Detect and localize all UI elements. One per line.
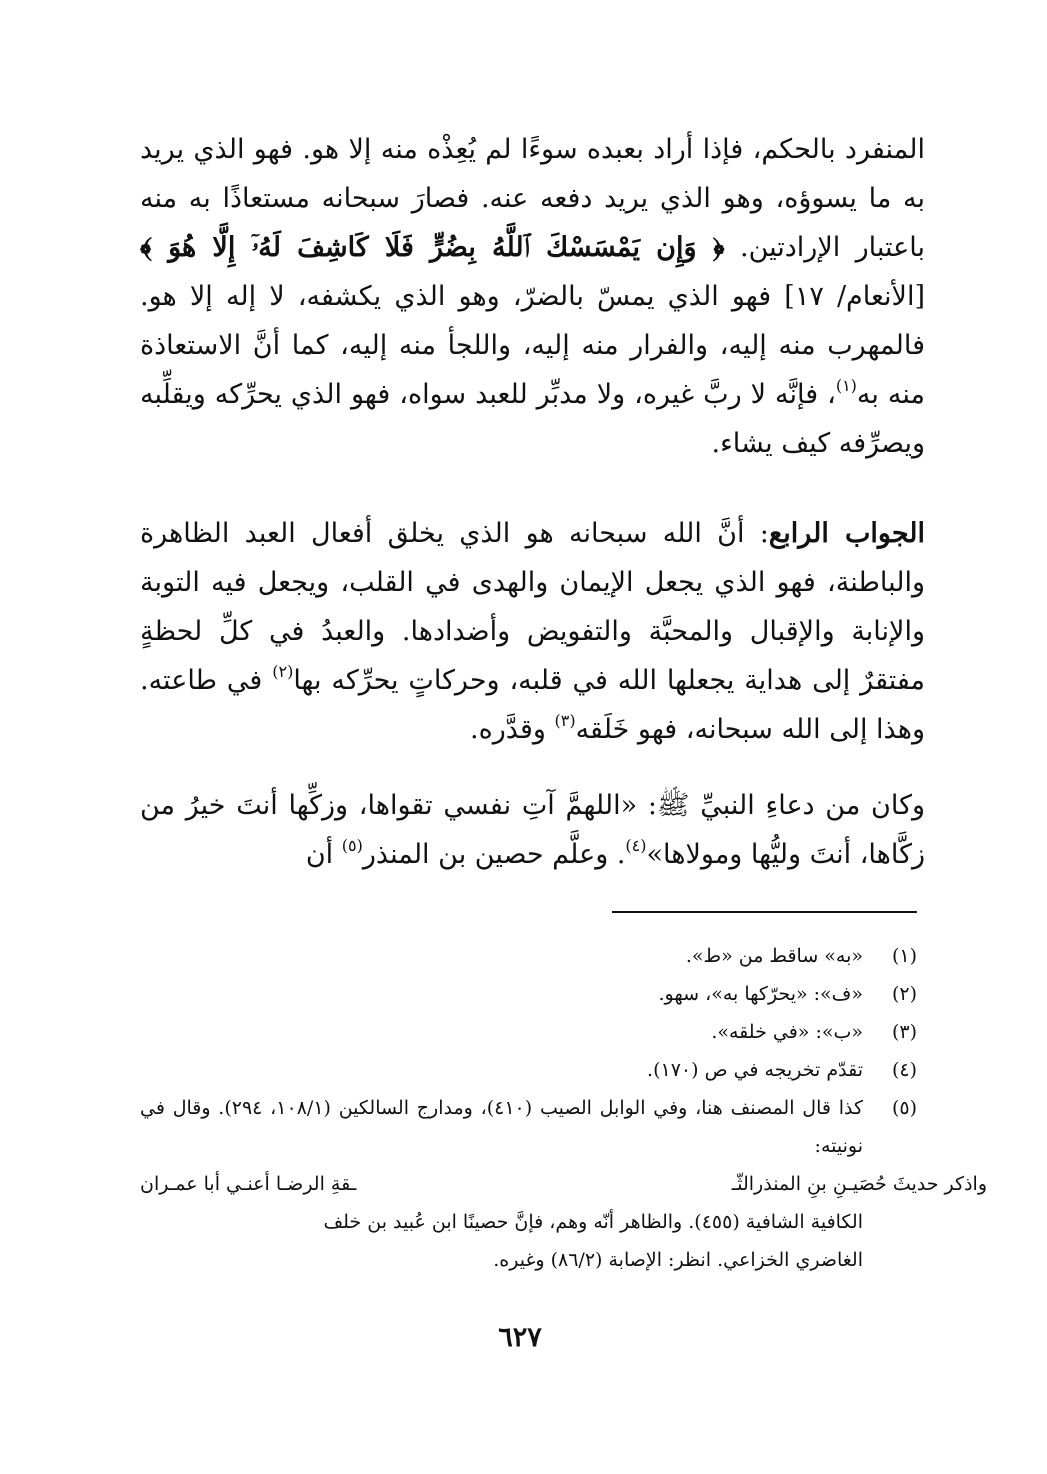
footnote-ref-3: (٣) bbox=[554, 711, 576, 730]
footnote-text: «به» ساقط من «ط». bbox=[685, 945, 863, 967]
footnote-5-continuation bbox=[140, 1241, 925, 1279]
paragraph-3-text-a: وكان من دعاءِ النبيِّ ﷺ: «اللهمَّ آتِ نفسي تقواها، وزكِّها أنتَ خيرُ من زكَّاها، أنتَ وليُّها ومولاها» bbox=[140, 790, 925, 870]
footnote-5 bbox=[140, 1089, 925, 1165]
paragraph-1-text-c: ، فإنَّه لا ربَّ غيره، ولا مدبِّر للعبد سواه، فهو الذي يحرِّكه ويقلِّبه ويصرِّفه كيف يشاء. bbox=[140, 379, 925, 459]
paragraph-1-text-b: [الأنعام/ ١٧] فهو الذي يمسّ بالضرّ، وهو الذي يكشفه، لا إله إلا هو. فالمهرب منه إليه، والفرار منه إليه، واللجأ منه إليه، كما أنَّ الاستعاذة منه به bbox=[140, 281, 925, 410]
footnote-text: كذا قال المصنف هنا، وفي الوابل الصيب (٤١٠)، ومدارج السالكين (١٠٨/١، ٢٩٤). وقال في نونيته: bbox=[140, 1097, 864, 1157]
poem-verse bbox=[140, 1165, 987, 1203]
footnote-ref-4: (٤) bbox=[625, 836, 647, 855]
footnote-ref-2: (٢) bbox=[272, 662, 294, 681]
footnote-number: (٢) bbox=[891, 983, 917, 1005]
footnote-text: تقدّم تخريجه في ص (١٧٠). bbox=[647, 1059, 863, 1081]
poem-second-hemistich: ـقةِ الرضـا أعنـي أبا عمـران bbox=[140, 1173, 357, 1195]
footnote-text: الكافية الشافية (٤٥٥). والظاهر أنّه وهم، فإنَّ حصينًا ابن عُبيد بن خلف bbox=[323, 1211, 863, 1233]
paragraph-1 bbox=[140, 125, 925, 468]
poem-first-hemistich: واذكر حديثَ حُصَيـنِ بنِ المنذرالثّـ bbox=[731, 1173, 987, 1195]
page-number: ٦٢٧ bbox=[498, 1322, 542, 1353]
footnote-separator bbox=[612, 911, 917, 913]
footnote-number: (٥) bbox=[891, 1097, 917, 1119]
quran-verse: ﴿ وَإِن يَمْسَسْكَ ٱللَّهُ بِضُرٍّ فَلَا كَاشِفَ لَهُۥٓ إِلَّا هُوَ ﴾ bbox=[140, 232, 725, 263]
footnote-5-continuation bbox=[140, 1203, 925, 1241]
footnote-1 bbox=[140, 937, 925, 975]
footnote-2 bbox=[140, 975, 925, 1013]
footnote-ref-1: (١) bbox=[835, 376, 857, 395]
footnote-number: (٤) bbox=[891, 1059, 917, 1081]
footnote-number: (٣) bbox=[891, 1021, 917, 1043]
footnotes bbox=[140, 937, 987, 1279]
footnote-ref-5: (٥) bbox=[341, 836, 363, 855]
footnote-text: «ب»: «في خلقه». bbox=[711, 1021, 863, 1043]
paragraph-2 bbox=[140, 509, 925, 754]
paragraph-3 bbox=[140, 781, 925, 879]
footnote-text: الغاضري الخزاعي. انظر: الإصابة (٨٦/٢) وغيره. bbox=[493, 1249, 863, 1271]
paragraph-2-text-b: في طاعته. وهذا إلى الله سبحانه، فهو خَلَقه bbox=[140, 665, 925, 745]
paragraph-3-text-b: . وعلَّم حصين بن المنذر bbox=[362, 839, 626, 870]
paragraph-1-text-a: المنفرد بالحكم، فإذا أراد بعبده سوءًا لم يُعِذْه منه إلا هو. فهو الذي يريد به ما يسوؤه، وهو الذي يريد دفعه عنه. فصارَ سبحانه مستعاذًا به منه باعتبار الإرادتين. bbox=[140, 134, 925, 263]
paragraph-2-text-c: وقدَّره. bbox=[470, 714, 555, 745]
paragraph-2-text-a: : أنَّ الله سبحانه هو الذي يخلق أفعال العبد الظاهرة والباطنة، فهو الذي يجعل الإيمان والهدى في القلب، ويجعل فيه التوبة والإنابة والإقبال والمحبَّة والتفويض وأضدادها. والعبدُ في كلِّ لحظةٍ مفتقرٌ إلى هداية يجعلها الله في قلبه، وحركاتٍ يحرِّكه بها bbox=[140, 518, 926, 696]
paragraph-3-text-c: أن bbox=[305, 839, 342, 870]
section-heading-fourth-answer: الجواب الرابع bbox=[768, 518, 925, 549]
footnote-text: «ف»: «يحرّكها به»، سهو. bbox=[658, 983, 863, 1005]
footnote-3 bbox=[140, 1013, 925, 1051]
footnote-4 bbox=[140, 1051, 925, 1089]
footnote-number: (١) bbox=[891, 945, 917, 967]
